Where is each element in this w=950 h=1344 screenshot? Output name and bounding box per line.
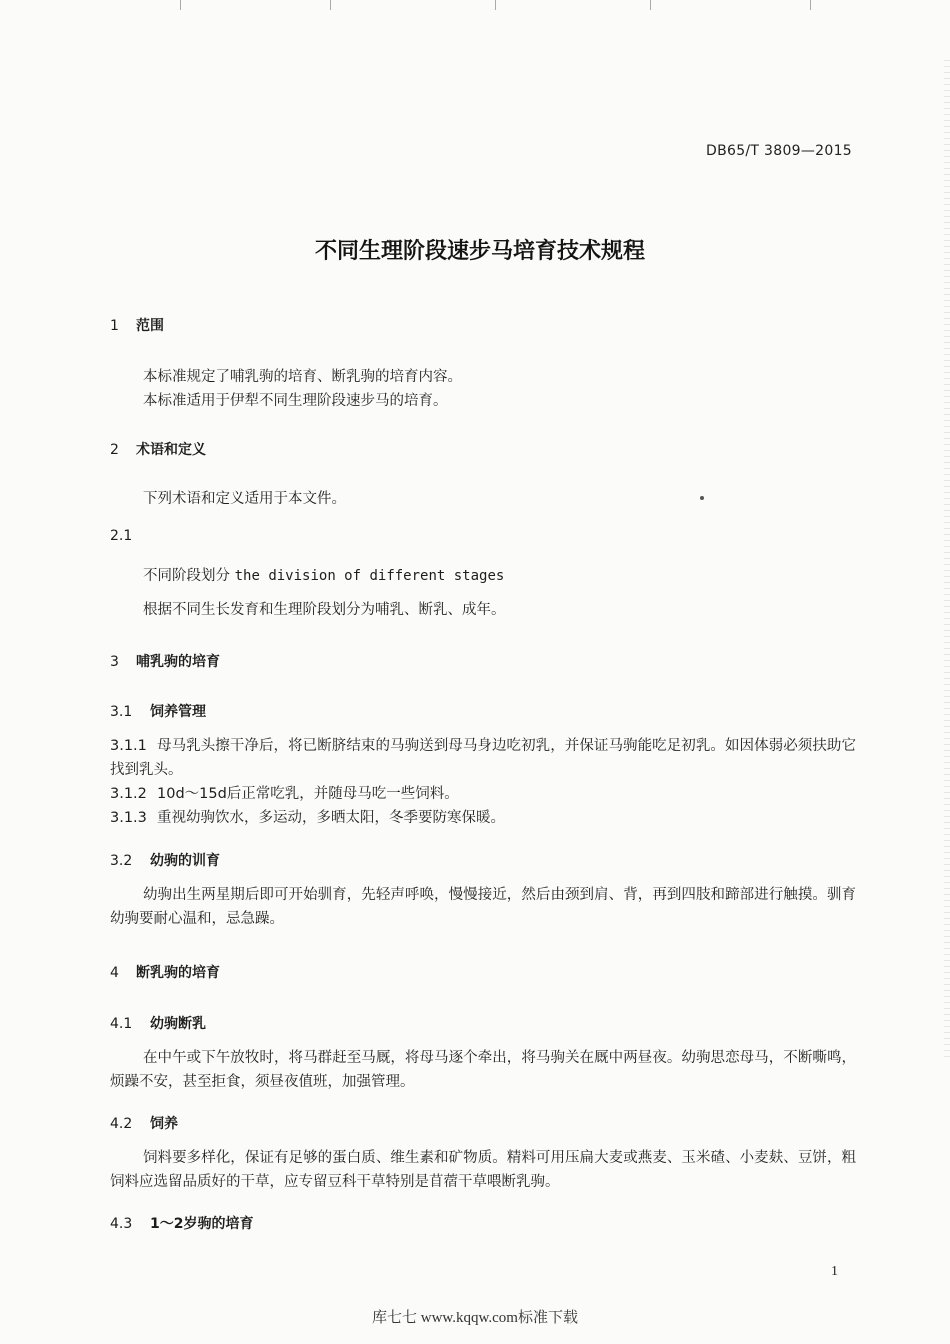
section-3-heading [110, 651, 220, 671]
standard-code: DB65/T 3809—2015 [706, 143, 852, 159]
section-2-heading [110, 439, 206, 459]
term-entry [143, 564, 504, 585]
paragraph: 本标准规定了哺乳驹的培育、断乳驹的培育内容。 [143, 369, 462, 385]
paragraph: 在中午或下午放牧时，将马群赶至马厩，将母马逐个牵出，将马驹关在厩中两昼夜。幼驹思恋母马，不断嘶鸣，烦躁不安，甚至拒食，须昼夜值班，加强管理。 [110, 1050, 856, 1090]
scan-mark [180, 0, 181, 10]
subsection-title: 饲养 [150, 1116, 178, 1132]
scan-mark [810, 0, 811, 10]
paragraph: 饲料要多样化，保证有足够的蛋白质、维生素和矿物质。精料可用压扁大麦或燕麦、玉米碴、小麦麸、豆饼，粗饲料应选留品质好的干草，应专留豆科干草特别是苜蓿干草喂断乳驹。 [110, 1150, 856, 1190]
scan-mark [330, 0, 331, 10]
clause-number: 3.1.2 [110, 786, 147, 802]
section-title: 哺乳驹的培育 [136, 654, 220, 670]
subsection-number: 4.3 [110, 1216, 133, 1232]
paragraph: 幼驹出生两星期后即可开始驯育，先轻声呼唤，慢慢接近，然后由颈到肩、背，再到四肢和蹄部进行触摸。驯育幼驹要耐心温和，忌急躁。 [110, 887, 856, 927]
scan-edge [944, 60, 950, 1060]
document-title: 不同生理阶段速步马培育技术规程 [314, 239, 645, 264]
subsection-4-1-heading [110, 1013, 206, 1033]
paragraph: 下列术语和定义适用于本文件。 [143, 491, 346, 507]
section-number: 3 [110, 654, 119, 670]
section-title: 术语和定义 [136, 442, 206, 458]
clause-text: 母马乳头擦干净后，将已断脐结束的马驹送到母马身边吃初乳，并保证马驹能吃足初乳。如因体弱必须扶助它找到乳头。 [110, 738, 856, 778]
section-title: 断乳驹的培育 [136, 965, 220, 981]
clause-item [110, 782, 856, 806]
clause-text: 10d～15d后正常吃乳，并随母马吃一些饲料。 [157, 786, 459, 802]
term-definition: 根据不同生长发育和生理阶段划分为哺乳、断乳、成年。 [143, 602, 506, 618]
subsection-title: 饲养管理 [150, 704, 206, 720]
section-number: 1 [110, 318, 119, 334]
clause-number: 3.1.1 [110, 738, 147, 754]
section-title: 范围 [136, 318, 164, 334]
section-number: 2 [110, 442, 119, 458]
clause-item [110, 806, 856, 830]
scan-mark [495, 0, 496, 10]
section-1-heading [110, 315, 164, 335]
clause-number: 3.1.3 [110, 810, 147, 826]
scan-dot [700, 496, 704, 500]
scan-mark [650, 0, 651, 10]
section-number: 4 [110, 965, 119, 981]
subsection-4-3-heading [110, 1213, 253, 1233]
clause-item [110, 734, 856, 782]
subsection-3-1-heading [110, 701, 206, 721]
subsection-title: 幼驹的训育 [150, 853, 220, 869]
subsection-4-2-heading [110, 1113, 178, 1133]
clause-text: 重视幼驹饮水，多运动，多晒太阳，冬季要防寒保暖。 [157, 810, 505, 826]
subsection-title: 幼驹断乳 [150, 1016, 206, 1032]
paragraph: 本标准适用于伊犁不同生理阶段速步马的培育。 [143, 393, 448, 409]
term-chinese: 不同阶段划分 [143, 568, 230, 584]
footer-watermark: 库七七 www.kqqw.com标准下载 [372, 1310, 578, 1326]
term-number: 2.1 [110, 528, 133, 544]
subsection-number: 4.1 [110, 1016, 133, 1032]
subsection-number: 3.1 [110, 704, 133, 720]
subsection-3-2-heading [110, 850, 220, 870]
page-number: 1 [831, 1264, 838, 1279]
subsection-title: 1～2岁驹的培育 [150, 1216, 254, 1232]
subsection-number: 3.2 [110, 853, 133, 869]
term-english: the division of different stages [234, 568, 505, 584]
section-4-heading [110, 962, 220, 982]
subsection-number: 4.2 [110, 1116, 133, 1132]
